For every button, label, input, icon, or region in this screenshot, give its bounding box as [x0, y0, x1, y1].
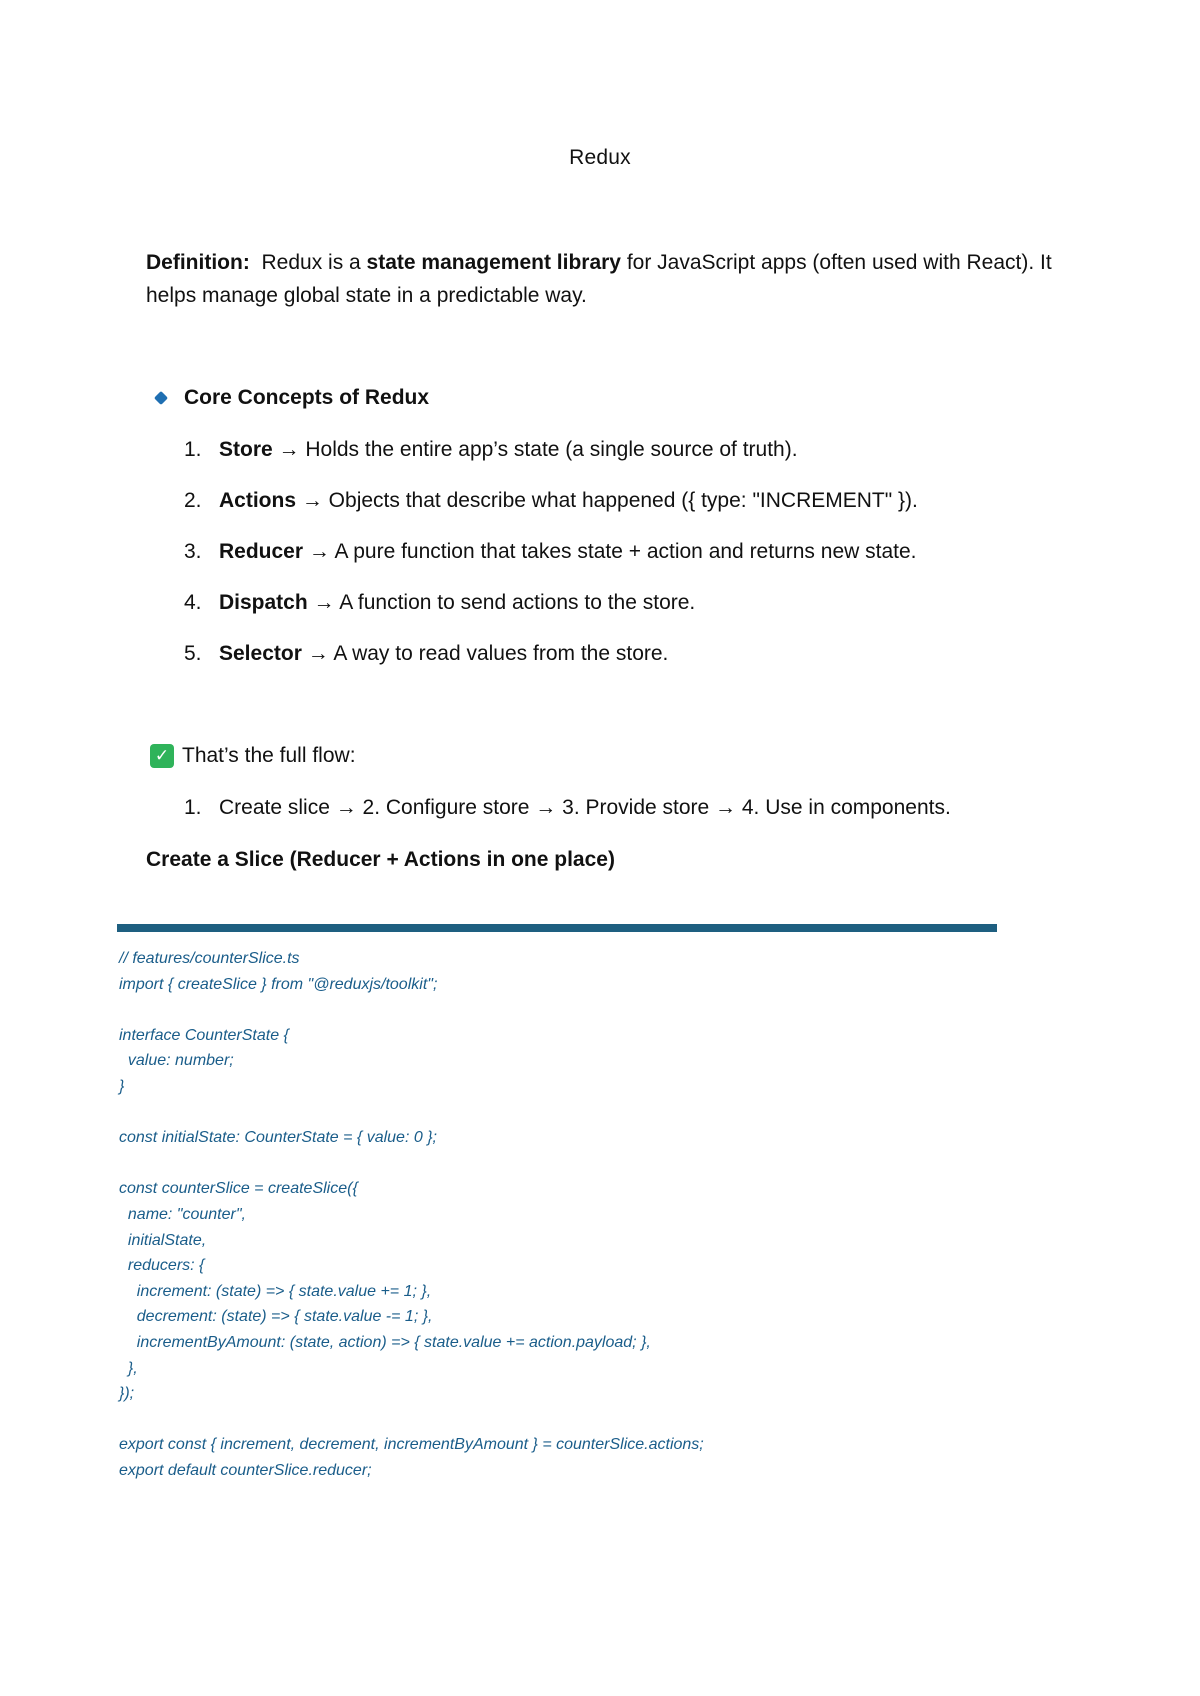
code-line	[119, 997, 704, 1023]
list-item-description: → A way to read values from the store.	[301, 642, 669, 665]
list-item-term: Selector	[219, 642, 302, 665]
list-item	[184, 538, 918, 589]
code-line: initialState,	[119, 1231, 207, 1249]
code-block	[119, 946, 704, 1483]
list-item-number: 5.	[184, 642, 202, 665]
list-item-description: → A function to send actions to the store.	[307, 591, 696, 614]
code-line: import { createSlice } from "@reduxjs/toolkit";	[119, 975, 438, 993]
list-item-number: 4.	[184, 591, 202, 614]
definition-bold-phrase: state management library	[366, 251, 621, 274]
definition-text-before: Redux is a	[261, 251, 367, 274]
definition-text-after: for JavaScript apps (often used with React). It helps manage global state in a predictable way.	[146, 251, 1052, 307]
list-item-number: 2.	[184, 489, 202, 512]
code-line: }	[119, 1077, 125, 1095]
flow-text: That’s the full flow:	[182, 744, 356, 767]
slice-heading: Create a Slice (Reducer + Actions in one place)	[146, 848, 615, 871]
code-line: increment: (state) => { state.value += 1; },	[119, 1282, 432, 1300]
list-item-number: 1.	[184, 438, 202, 461]
list-item-description: → Objects that describe what happened ({ type: "INCREMENT" }).	[296, 489, 918, 512]
diamond-bullet-icon	[154, 391, 168, 405]
list-item	[184, 436, 918, 487]
list-item-term: Actions	[219, 489, 297, 512]
core-concepts-heading	[156, 386, 429, 410]
code-line: },	[119, 1359, 138, 1377]
code-line: // features/counterSlice.ts	[119, 950, 300, 967]
code-line: export default counterSlice.reducer;	[119, 1461, 372, 1479]
code-line: incrementByAmount: (state, action) => { state.value += action.payload; },	[119, 1333, 651, 1351]
list-item	[184, 640, 918, 691]
page-title: Redux	[569, 146, 631, 169]
list-item-term: Dispatch	[219, 591, 308, 614]
flow-line	[150, 744, 356, 768]
list-item-term: Store	[219, 438, 273, 461]
code-line: reducers: {	[119, 1257, 205, 1275]
list-item	[184, 487, 918, 538]
flow-step-text: Create slice → 2. Configure store → 3. Provide store → 4. Use in components.	[219, 796, 951, 819]
list-item-term: Reducer	[219, 540, 304, 563]
flow-step-number: 1.	[184, 796, 202, 819]
flow-steps	[184, 796, 951, 820]
code-line: decrement: (state) => { state.value -= 1; },	[119, 1308, 433, 1326]
code-line	[119, 1151, 704, 1177]
code-line	[119, 1100, 704, 1126]
core-concepts-heading-text: Core Concepts of Redux	[184, 386, 430, 409]
horizontal-divider	[117, 924, 997, 932]
code-line: name: "counter",	[119, 1205, 246, 1223]
code-line: const counterSlice = createSlice({	[119, 1180, 358, 1198]
list-item-number: 3.	[184, 540, 202, 563]
core-concepts-list	[184, 436, 918, 691]
definition-paragraph	[146, 246, 1066, 312]
code-line: export const { increment, decrement, incrementByAmount } = counterSlice.actions;	[119, 1436, 704, 1454]
code-line	[119, 1407, 704, 1433]
list-item	[184, 589, 918, 640]
check-mark-icon: ✓	[150, 744, 174, 768]
code-line: });	[119, 1385, 135, 1403]
list-item-description: → Holds the entire app’s state (a single source of truth).	[272, 438, 798, 461]
list-item-description: → A pure function that takes state + action and returns new state.	[303, 540, 917, 563]
code-line: interface CounterState {	[119, 1026, 289, 1044]
code-line: const initialState: CounterState = { value: 0 };	[119, 1129, 437, 1147]
code-line: value: number;	[119, 1052, 234, 1070]
definition-label: Definition:	[146, 251, 250, 274]
